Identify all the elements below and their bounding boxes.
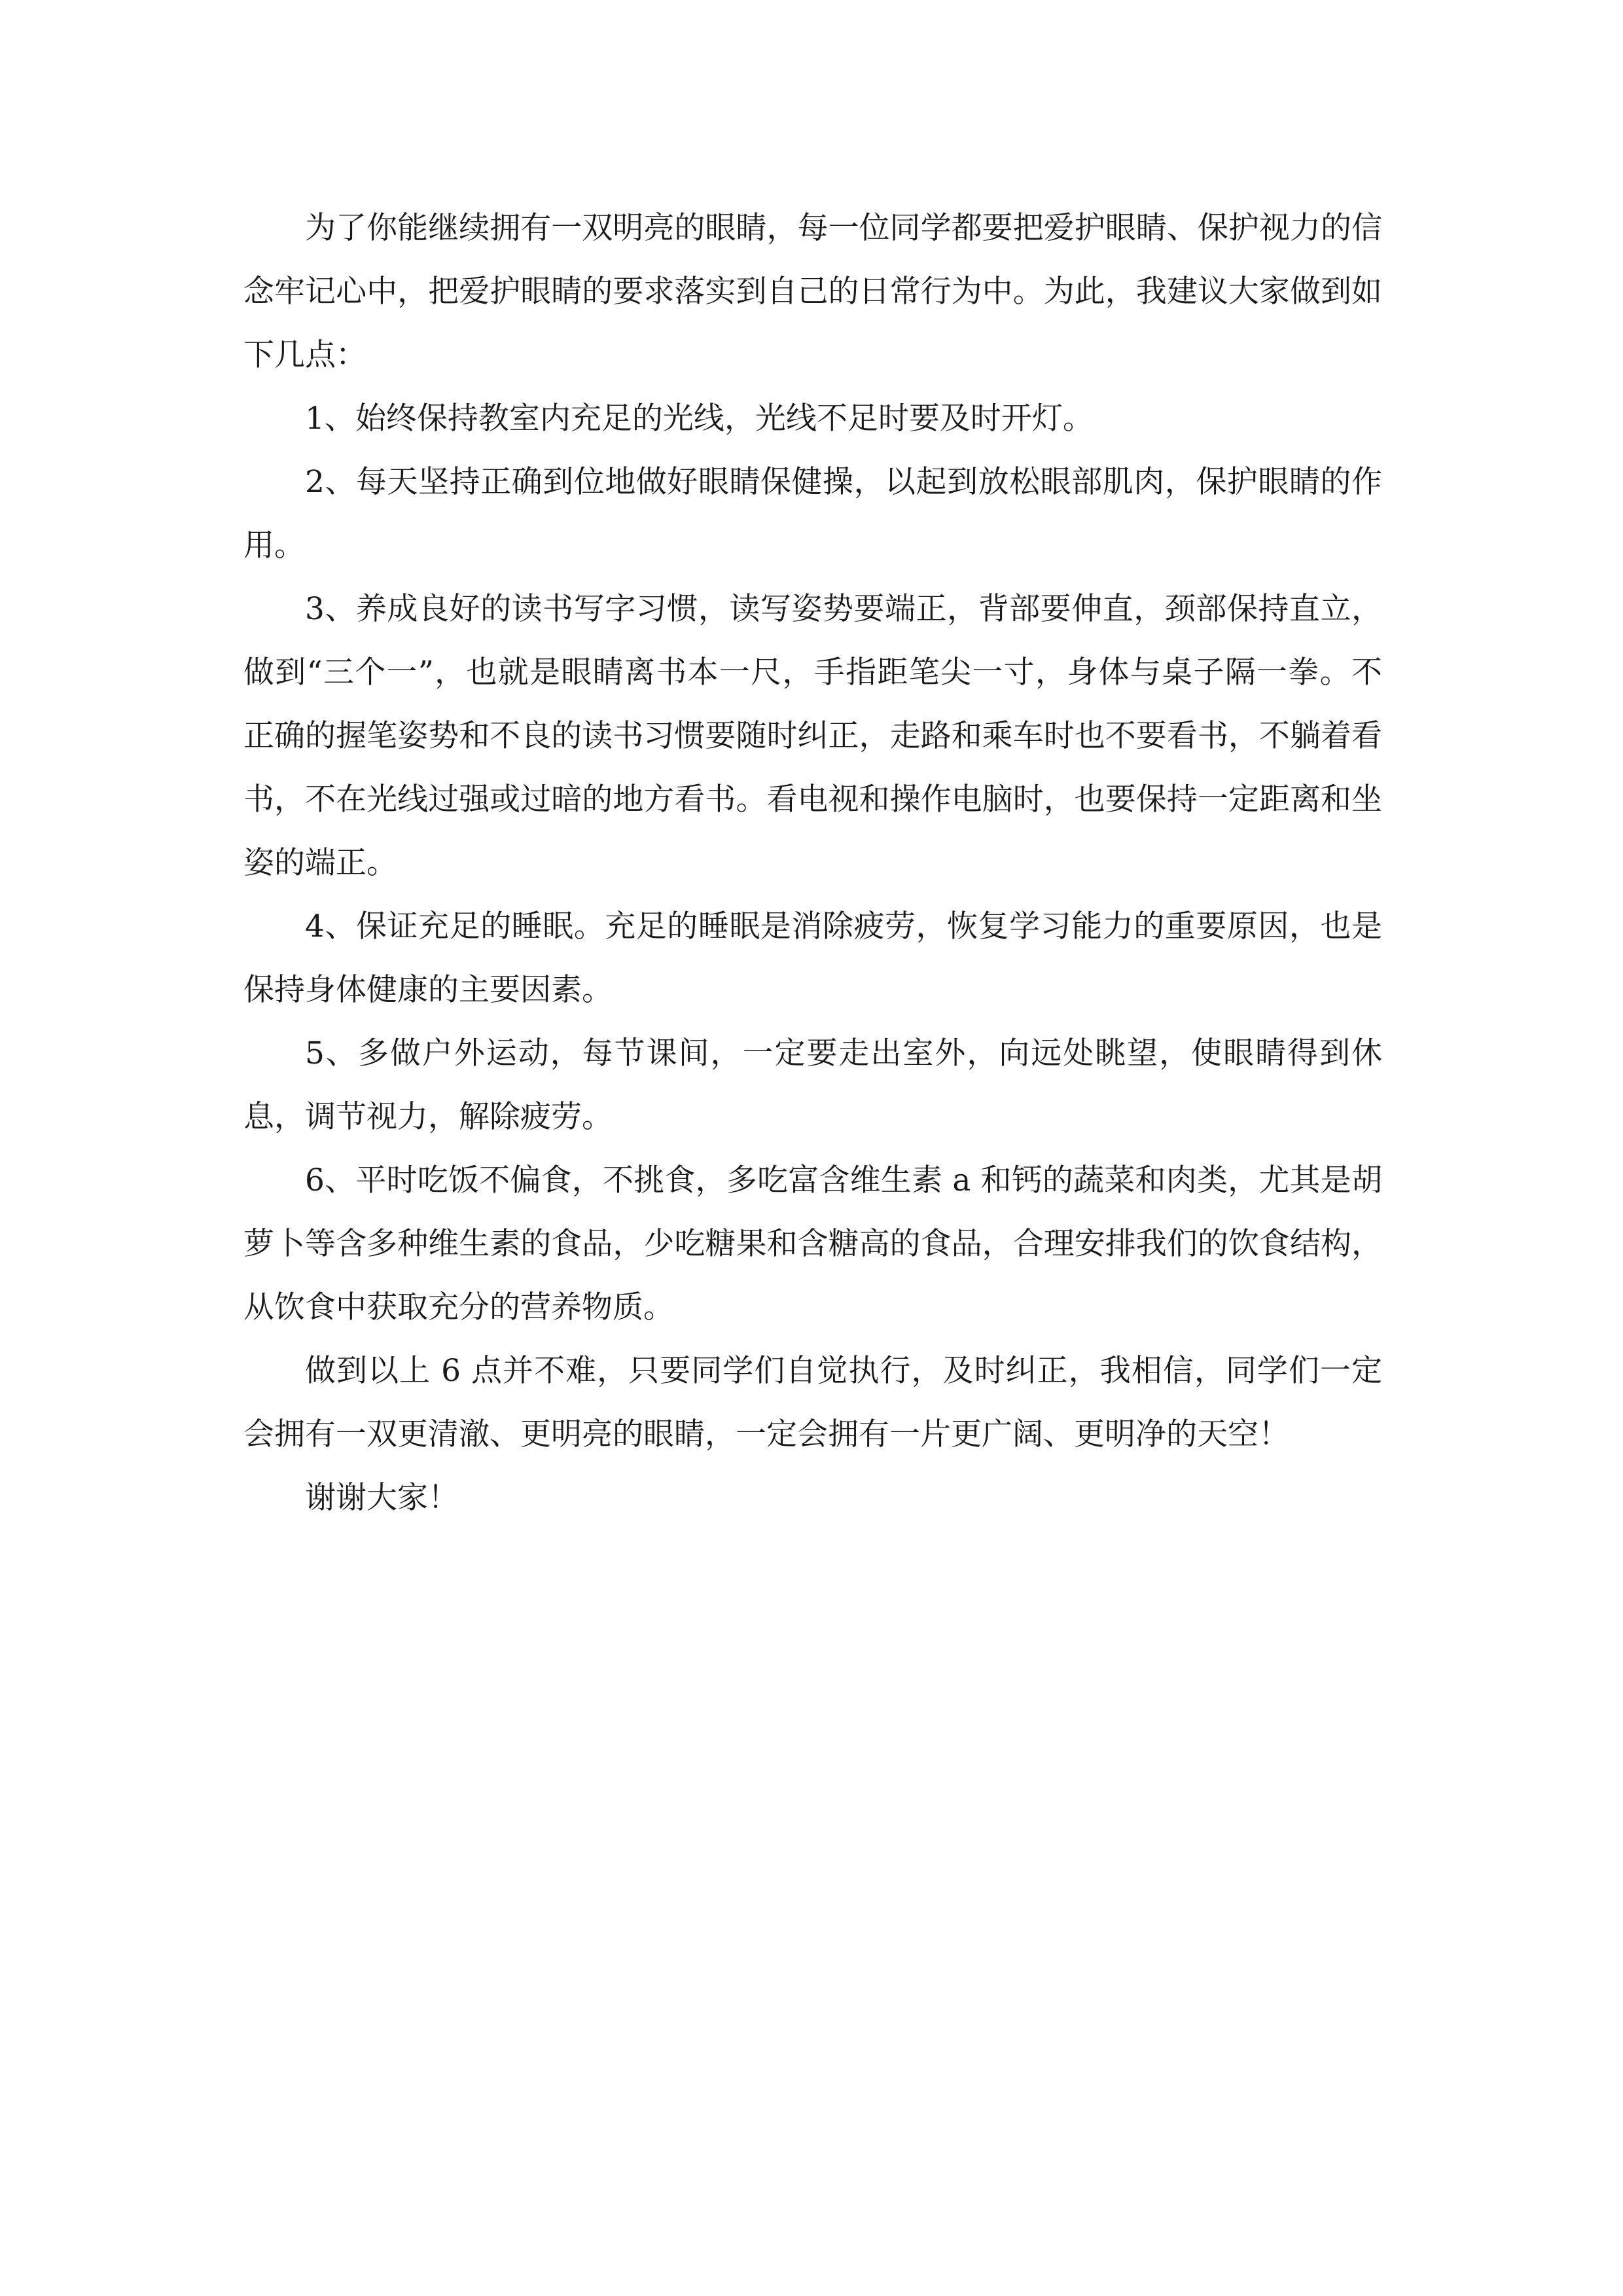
suggestion-4-paragraph: 4、保证充足的睡眠。充足的睡眠是消除疲劳，恢复学习能力的重要原因，也是保持身体健康的主要因素。 [243,908,1382,1008]
suggestion-5-paragraph: 5、多做户外运动，每节课间，一定要走出室外，向远处眺望，使眼睛得到休息，调节视力，解除疲劳。 [243,1035,1382,1135]
suggestion-1-paragraph: 1、始终保持教室内充足的光线，光线不足时要及时开灯。 [305,401,1094,437]
conclusion-paragraph: 做到以上 6 点并不难，只要同学们自觉执行，及时纠正，我相信，同学们一定会拥有一双更清澈、更明亮的眼睛，一定会拥有一片更广阔、更明净的天空！ [243,1353,1382,1452]
suggestion-3-paragraph: 3、养成良好的读书写字习惯，读写姿势要端正，背部要伸直，颈部保持直立，做到“三个一”，也就是眼睛离书本一尺，手指距笔尖一寸，身体与桌子隔一拳。不正确的握笔姿势和不良的读书习惯要随时纠正，走路和乘车时也不要看书，不躺着看书，不在光线过强或过暗的地方看书。看电视和操作电脑时，也要保持一定距离和坐姿的端正。 [243,591,1382,881]
suggestion-6-paragraph: 6、平时吃饭不偏食，不挑食，多吃富含维生素 a 和钙的蔬菜和肉类，尤其是胡萝卜等含多种维生素的食品，少吃糖果和含糖高的食品，合理安排我们的饮食结构，从饮食中获取充分的营养物质。 [243,1162,1382,1325]
document-body [243,196,1382,1530]
closing-thanks: 谢谢大家！ [305,1480,459,1516]
suggestion-2-paragraph: 2、每天坚持正确到位地做好眼睛保健操，以起到放松眼部肌肉，保护眼睛的作用。 [243,464,1382,564]
intro-paragraph: 为了你能继续拥有一双明亮的眼睛，每一位同学都要把爱护眼睛、保护视力的信念牢记心中，把爱护眼睛的要求落实到自己的日常行为中。为此，我建议大家做到如下几点： [243,210,1382,373]
